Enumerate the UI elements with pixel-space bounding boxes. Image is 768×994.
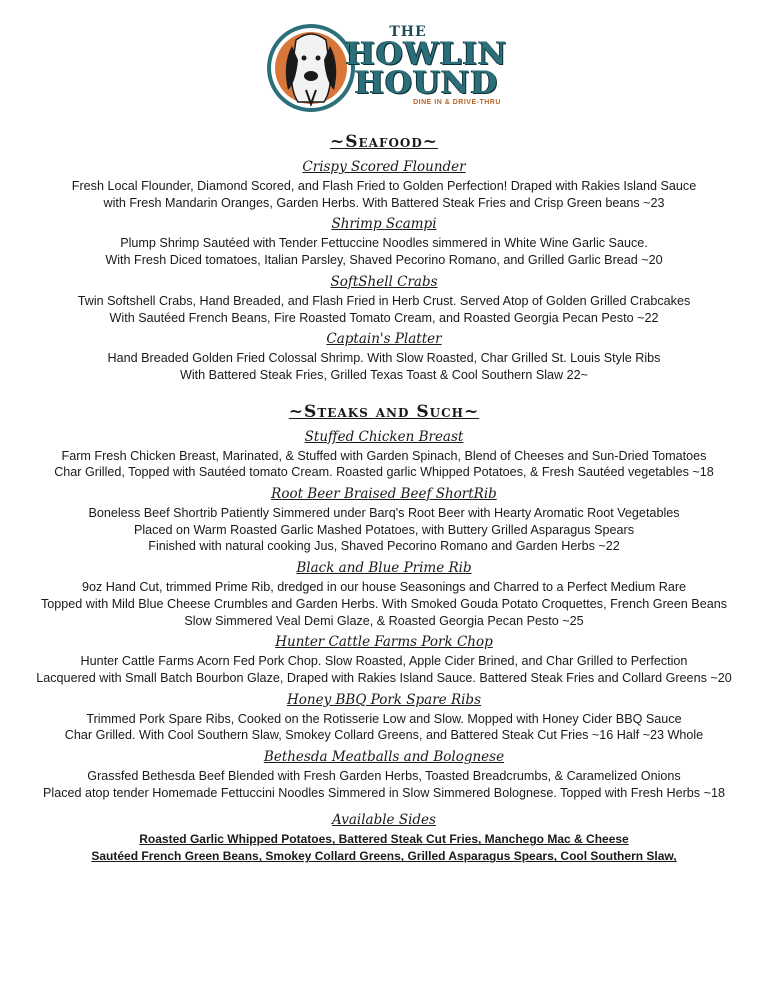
item-name: Black and Blue Prime Rib bbox=[296, 560, 472, 577]
logo-text-the: THE bbox=[389, 24, 427, 40]
item-description bbox=[0, 653, 768, 686]
menu-item bbox=[0, 328, 768, 383]
desc-line: Finished with natural cooking Jus, Shaved Pecorino Romano and Garden Herbs ~22 bbox=[148, 539, 620, 554]
desc-line: Slow Simmered Veal Demi Glaze, & Roasted Georgia Pecan Pesto ~25 bbox=[184, 613, 584, 628]
item-description bbox=[0, 768, 768, 801]
item-description bbox=[0, 579, 768, 629]
menu-item bbox=[0, 689, 768, 744]
desc-line: Fresh Local Flounder, Diamond Scored, and Flash Fried to Golden Perfection! Draped with Rakies Island Sauce bbox=[71, 179, 697, 193]
menu-item bbox=[0, 557, 768, 629]
item-name: Bethesda Meatballs and Bolognese bbox=[263, 749, 505, 766]
item-name: Crispy Scored Flounder bbox=[302, 159, 466, 175]
desc-line: Char Grilled. With Cool Southern Slaw, Smokey Collard Greens, and Battered Steak Cut Fries ~16 Half ~23 Whole bbox=[64, 728, 704, 743]
menu-item bbox=[0, 483, 768, 555]
desc-line: Boneless Beef Shortrib Patiently Simmered under Barq's Root Beer with Hearty Aromatic Root Vegetables bbox=[88, 506, 680, 521]
item-name: Honey BBQ Pork Spare Ribs bbox=[286, 691, 482, 708]
desc-line: Hunter Cattle Farms Acorn Fed Pork Chop. Slow Roasted, Apple Cider Brined, and Char Grilled to Perfection bbox=[80, 654, 688, 669]
desc-line: Grassfed Bethesda Beef Blended with Fresh Garden Herbs, Toasted Breadcrumbs, & Caramelized Onions bbox=[87, 769, 681, 784]
menu-item bbox=[0, 631, 768, 686]
desc-line: With Sautéed French Beans, Fire Roasted Tomato Cream, and Roasted Georgia Pecan Pesto ~22 bbox=[109, 310, 659, 325]
desc-line: Hand Breaded Golden Fried Colossal Shrimp. With Slow Roasted, Char Grilled St. Louis Style Ribs bbox=[107, 351, 661, 366]
sides-title: Available Sides bbox=[332, 812, 436, 829]
item-description bbox=[0, 711, 768, 744]
desc-line: Lacquered with Small Batch Bourbon Glaze, Draped with Rakies Island Sauce. Battered Steak Fries and Collard Greens ~20 bbox=[36, 670, 732, 685]
desc-line: Placed atop tender Homemade Fettuccini Noodles Simmered in Slow Simmered Bolognese. Topped with Fresh Herbs ~18 bbox=[43, 785, 725, 800]
logo-tagline: DINE IN & DRIVE-THRU bbox=[413, 99, 501, 106]
desc-line: with Fresh Mandarin Oranges, Garden Herbs. With Battered Steak Fries and Crisp Green beans ~23 bbox=[103, 195, 665, 210]
item-name: Root Beer Braised Beef ShortRib bbox=[271, 486, 497, 503]
desc-line: Twin Softshell Crabs, Hand Breaded, and Flash Fried in Herb Crust. Served Atop of Golden Grilled Crabcakes bbox=[77, 293, 691, 308]
item-description bbox=[0, 505, 768, 555]
desc-line: Trimmed Pork Spare Ribs, Cooked on the Rotisserie Low and Slow. Mopped with Honey Cider BBQ Sauce bbox=[86, 711, 682, 726]
item-name: Captain's Platter bbox=[326, 331, 442, 348]
menu-item bbox=[0, 156, 768, 211]
logo-text-hound: HOUND bbox=[354, 65, 499, 101]
item-name: Stuffed Chicken Breast bbox=[304, 428, 464, 445]
item-description bbox=[0, 350, 768, 383]
item-description bbox=[0, 448, 768, 481]
menu-item bbox=[0, 271, 768, 326]
desc-line: Plump Shrimp Sautéed with Tender Fettuccine Noodles simmered in White Wine Garlic Sauce. bbox=[120, 236, 648, 251]
desc-line: Placed on Warm Roasted Garlic Mashed Potatoes, with Buttery Grilled Asparagus Spears bbox=[133, 522, 635, 537]
menu-item bbox=[0, 746, 768, 801]
desc-line: Char Grilled, Topped with Sautéed tomato Cream. Roasted garlic Whipped Potatoes, & Fresh Sautéed vegetables ~18 bbox=[54, 465, 714, 480]
desc-line: Farm Fresh Chicken Breast, Marinated, & Stuffed with Garden Spinach, Blend of Cheeses and Sun-Dried Tomatoes bbox=[61, 448, 707, 463]
item-description bbox=[0, 293, 768, 326]
desc-line: 9oz Hand Cut, trimmed Prime Rib, dredged in our house Seasonings and Charred to a Perfect Medium Rare bbox=[81, 580, 687, 595]
item-name: Shrimp Scampi bbox=[331, 216, 437, 233]
hound-dog-icon bbox=[266, 20, 356, 116]
desc-line: Topped with Mild Blue Cheese Crumbles and Garden Herbs. With Smoked Gouda Potato Croquettes, French Green Beans bbox=[40, 596, 727, 611]
item-description bbox=[0, 235, 768, 268]
menu-item bbox=[0, 426, 768, 481]
desc-line: With Fresh Diced tomatoes, Italian Parsley, Shaved Pecorino Romano, and Grilled Garlic Bread ~20 bbox=[105, 253, 663, 268]
menu-item bbox=[0, 213, 768, 268]
item-name: Hunter Cattle Farms Pork Chop bbox=[275, 634, 493, 651]
sides-line: Roasted Garlic Whipped Potatoes, Battered Steak Cut Fries, Manchego Mac & Cheese bbox=[139, 832, 629, 847]
logo-text-howlin: HOWLIN bbox=[345, 36, 508, 72]
item-description bbox=[0, 178, 768, 211]
section-title-steaks: ~Steaks and Such~ bbox=[288, 401, 480, 422]
item-name: SoftShell Crabs bbox=[330, 273, 438, 290]
desc-line: With Battered Steak Fries, Grilled Texas Toast & Cool Southern Slaw 22~ bbox=[180, 367, 588, 382]
menu-content bbox=[0, 128, 768, 865]
section-title-seafood: ~Seafood~ bbox=[329, 132, 439, 152]
sides-line: Sautéed French Green Beans, Smokey Collard Greens, Grilled Asparagus Spears, Cool Southern Slaw, bbox=[91, 849, 677, 864]
